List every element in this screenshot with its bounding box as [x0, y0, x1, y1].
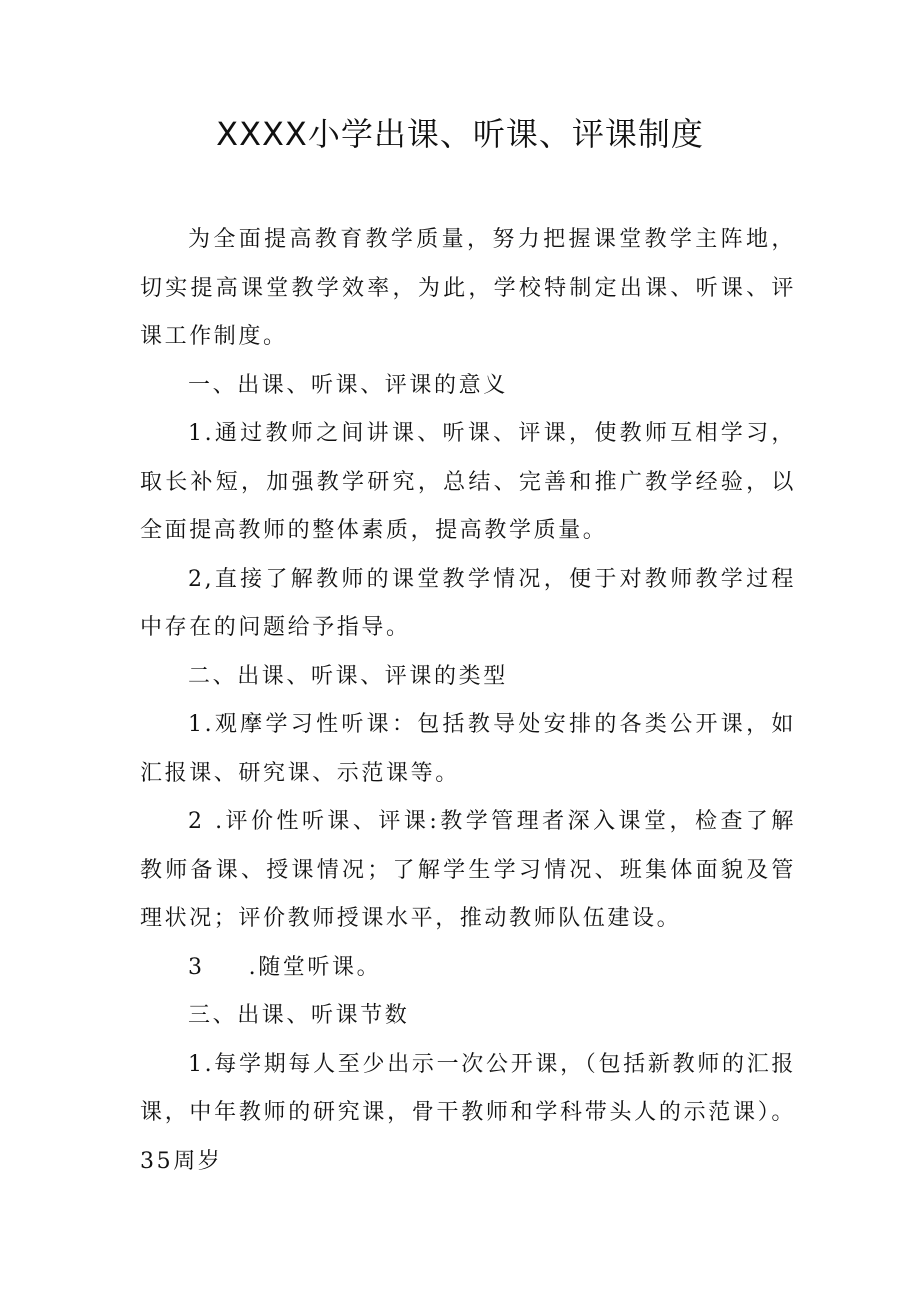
document-body: [140, 216, 796, 1186]
document-title: XXXX小学出课、听课、评课制度: [216, 115, 704, 153]
list-item: 1.观摩学习性听课：包括教导处安排的各类公开课，如汇报课、研究课、示范课等。: [140, 712, 796, 786]
list-item-number: 3: [188, 954, 205, 980]
intro-paragraph: 为全面提高教育教学质量，努力把握课堂教学主阵地，切实提高课堂教学效率，为此，学校特制定出课、听课、评课工作制度。: [140, 227, 796, 349]
list-item: 1.每学期每人至少出示一次公开课，（包括新教师的汇报课，中年教师的研究课，骨干教师和学科带头人的示范课）。35周岁: [140, 1051, 796, 1174]
list-item: 2,直接了解教师的课堂教学情况，便于对教师教学过程中存在的问题给予指导。: [140, 566, 796, 640]
section-heading: 一、出课、听课、评课的意义: [188, 372, 508, 398]
section-heading: 三、出课、听课节数: [188, 1003, 410, 1028]
list-item: [140, 944, 796, 993]
list-item-text: .随堂听课。: [248, 954, 382, 980]
list-item: 2 .评价性听课、评课:教学管理者深入课堂，检查了解教师备课、授课情况；了解学生学习情况、班集体面貌及管理状况；评价教师授课水平，推动教师队伍建设。: [140, 809, 796, 931]
list-item: 1.通过教师之间讲课、听课、评课，使教师互相学习，取长补短，加强教学研究，总结、完善和推广教学经验，以全面提高教师的整体素质，提高教学质量。: [140, 421, 796, 543]
section-heading: 二、出课、听课、评课的类型: [188, 663, 508, 689]
